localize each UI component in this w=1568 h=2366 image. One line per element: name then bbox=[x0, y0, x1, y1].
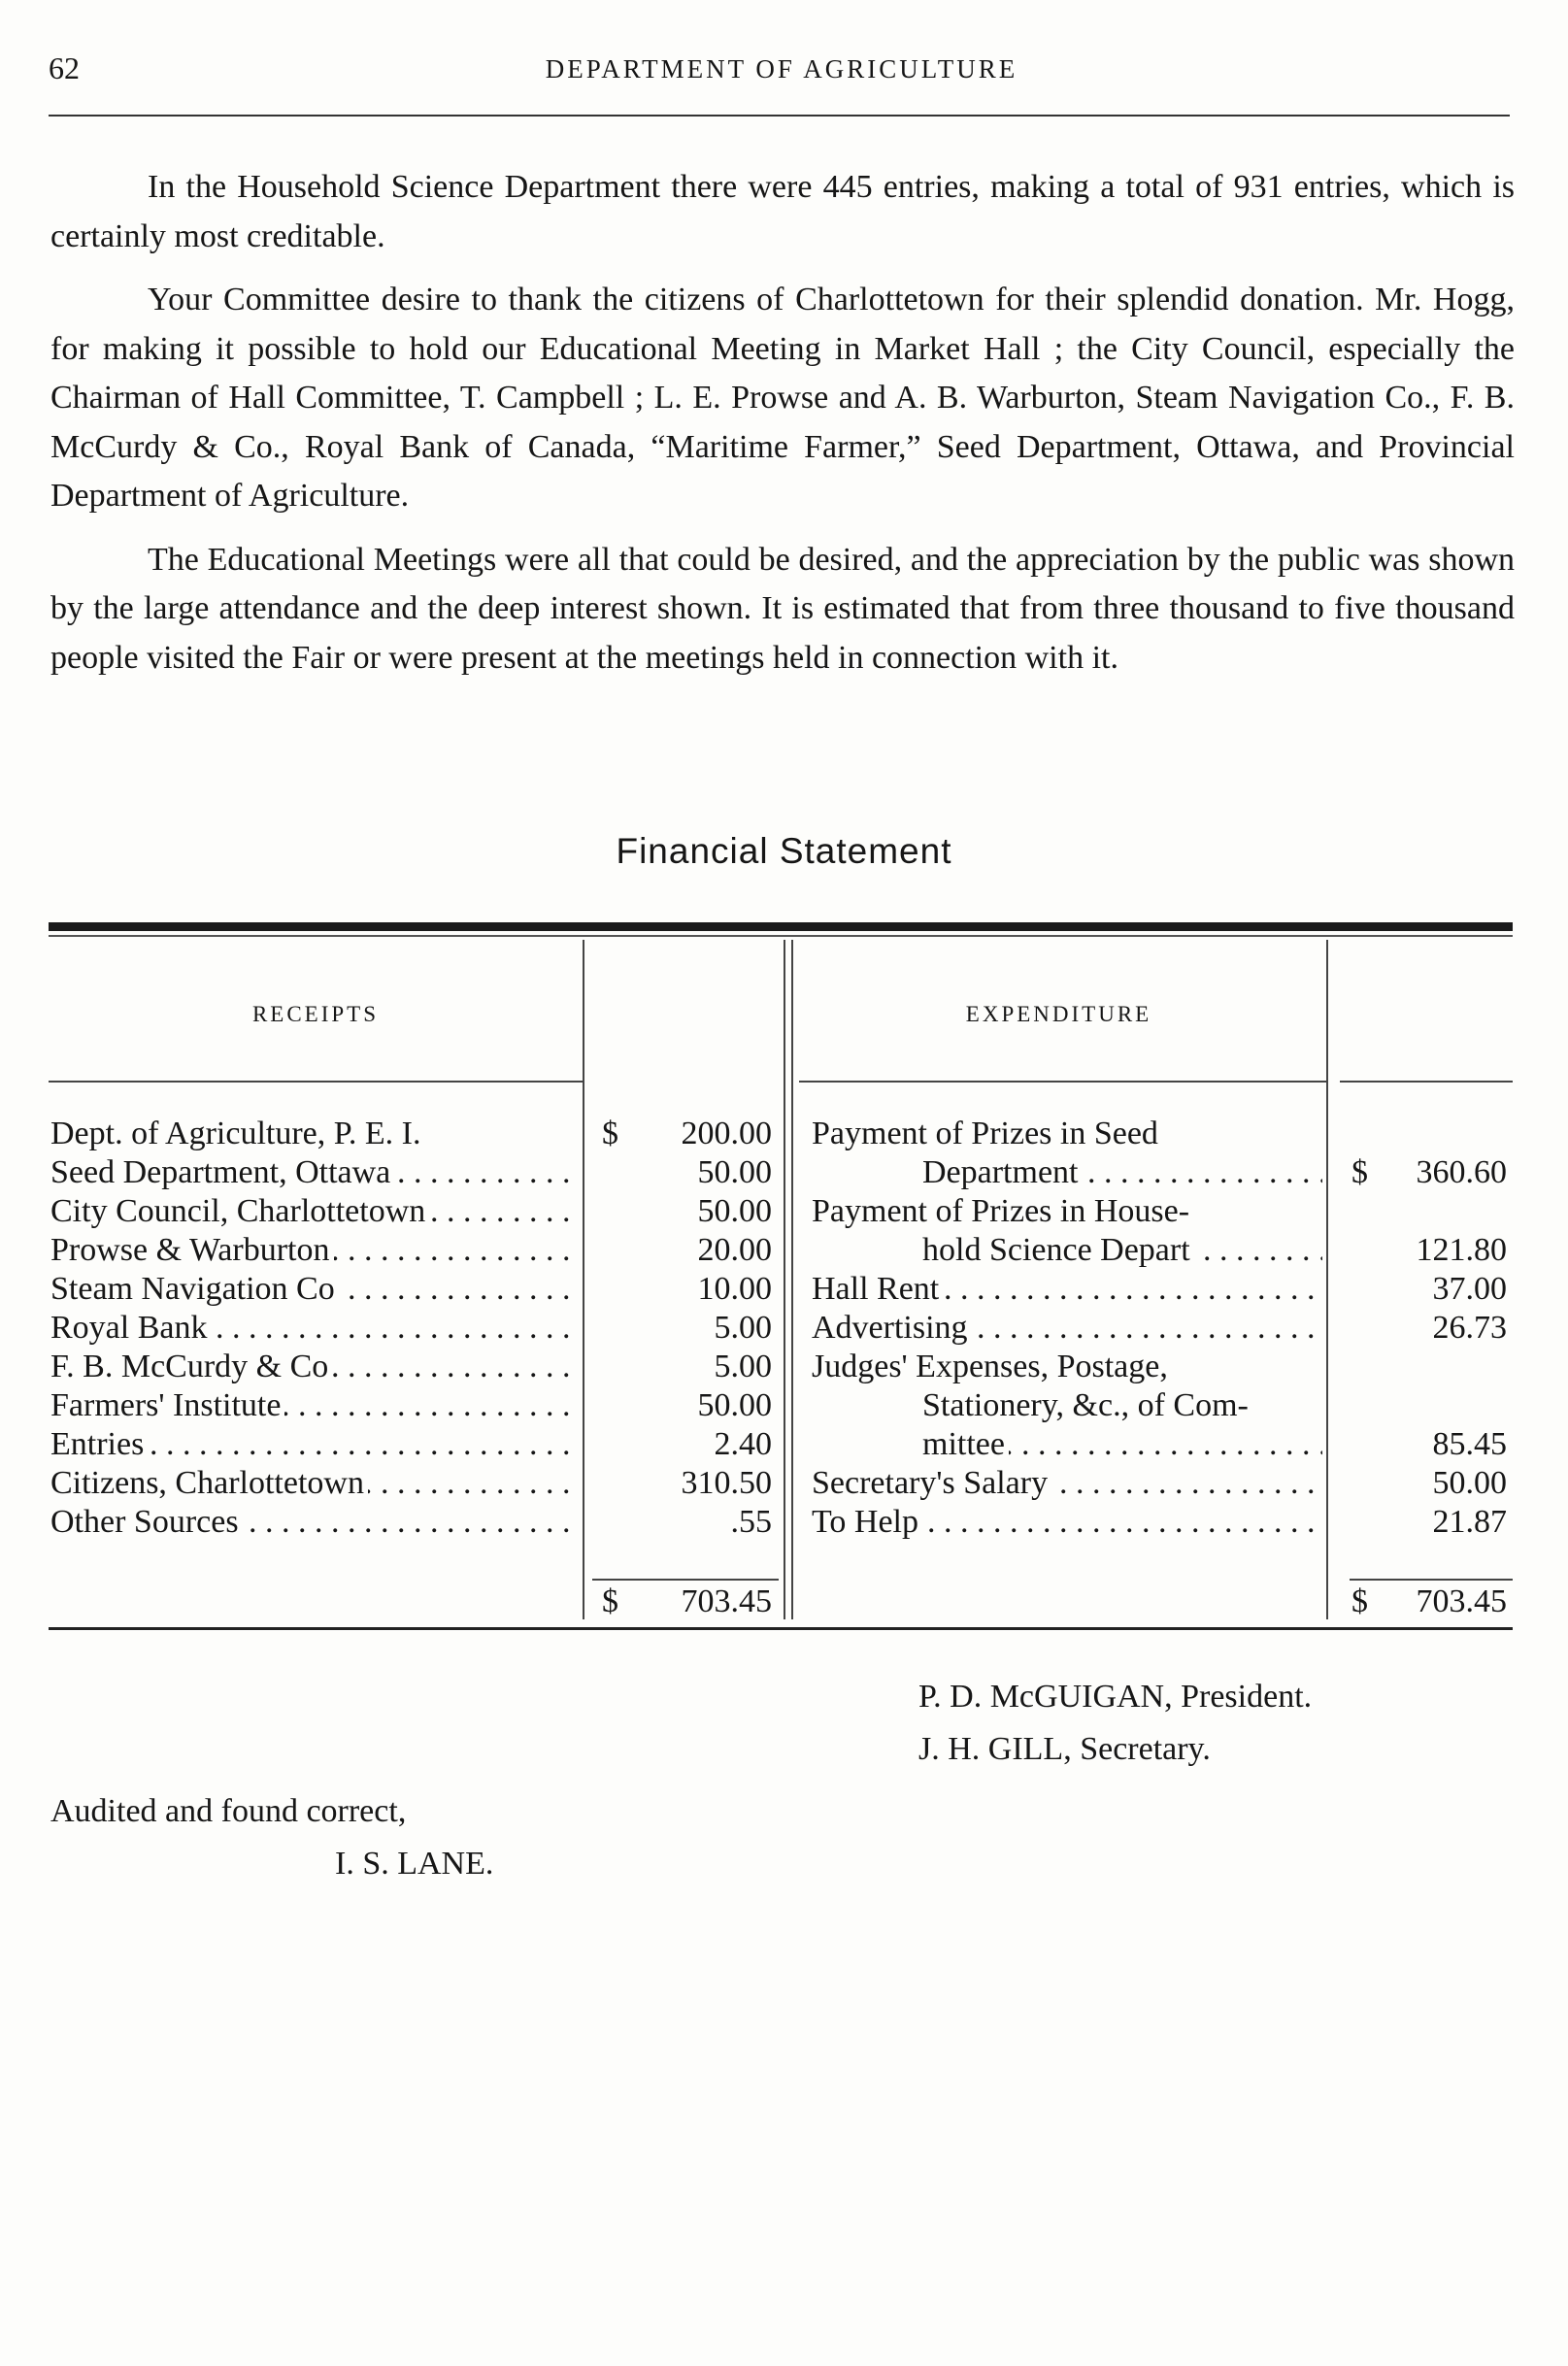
president-signature: P. D. McGUIGAN, President. bbox=[918, 1679, 1313, 1715]
expenditure-total-dollar: $ bbox=[1351, 1583, 1368, 1619]
expenditure-label bbox=[812, 1115, 1322, 1153]
expenditure-label bbox=[812, 1464, 1322, 1503]
expenditure-label bbox=[812, 1192, 1322, 1231]
header-underline bbox=[49, 1081, 583, 1083]
expenditure-dollar-sign: $ bbox=[1351, 1154, 1368, 1190]
expenditure-amount: 26.73 bbox=[1432, 1310, 1507, 1346]
receipt-label bbox=[50, 1386, 573, 1425]
header-underline bbox=[1340, 1081, 1513, 1083]
header-rule bbox=[49, 115, 1510, 117]
expenditure-label-text: mittee bbox=[922, 1426, 1009, 1462]
expenditure-amount: 121.80 bbox=[1416, 1232, 1507, 1268]
receipt-label bbox=[50, 1231, 573, 1270]
financial-statement-title: Financial Statement bbox=[616, 831, 952, 871]
receipts-total: 703.45 bbox=[681, 1583, 772, 1619]
expenditure-label bbox=[812, 1270, 1322, 1309]
receipt-amount: 50.00 bbox=[697, 1193, 772, 1229]
receipt-amount: 2.40 bbox=[714, 1426, 772, 1462]
receipt-label-text: Citizens, Charlottetown bbox=[50, 1465, 368, 1501]
receipt-label-text: Seed Department, Ottawa bbox=[50, 1154, 394, 1190]
auditor-name: I. S. LANE. bbox=[335, 1846, 494, 1882]
expenditure-total: 703.45 bbox=[1416, 1583, 1507, 1619]
expenditure-label bbox=[812, 1503, 1322, 1542]
receipt-amount: 5.00 bbox=[714, 1310, 772, 1346]
total-rule bbox=[592, 1579, 779, 1581]
receipt-amount: 5.00 bbox=[714, 1349, 772, 1384]
receipt-amount: 50.00 bbox=[697, 1387, 772, 1423]
receipt-label bbox=[50, 1309, 573, 1348]
running-head: DEPARTMENT OF AGRICULTURE bbox=[545, 54, 1018, 83]
expenditure-label-text: Judges' Expenses, Postage, bbox=[812, 1349, 1172, 1384]
expenditure-label-text: Payment of Prizes in Seed bbox=[812, 1116, 1162, 1151]
header-underline bbox=[799, 1081, 1326, 1083]
receipt-label bbox=[50, 1270, 573, 1309]
secretary-signature: J. H. GILL, Secretary. bbox=[918, 1731, 1211, 1767]
receipt-label bbox=[50, 1464, 573, 1503]
receipt-label-text: Prowse & Warburton bbox=[50, 1232, 334, 1268]
expenditure-label-text: Advertising bbox=[812, 1310, 972, 1346]
column-divider bbox=[1326, 940, 1328, 1619]
financial-statement-table bbox=[49, 922, 1515, 1641]
expenditure-label bbox=[922, 1231, 1322, 1270]
receipt-label-text: Other Sources bbox=[50, 1504, 243, 1540]
receipt-label bbox=[50, 1153, 573, 1192]
receipt-amount: .55 bbox=[730, 1504, 772, 1540]
audit-note: Audited and found correct, bbox=[50, 1793, 407, 1829]
receipt-amount: 200.00 bbox=[681, 1116, 772, 1151]
expenditure-amount: 37.00 bbox=[1432, 1271, 1507, 1307]
receipt-dollar-sign: $ bbox=[602, 1116, 618, 1151]
expenditure-amount: 21.87 bbox=[1432, 1504, 1507, 1540]
table-top-rule-thin bbox=[49, 935, 1513, 937]
receipt-amount: 20.00 bbox=[697, 1232, 772, 1268]
expenditure-label bbox=[922, 1153, 1322, 1192]
receipt-label bbox=[50, 1503, 573, 1542]
table-bottom-rule bbox=[49, 1627, 1513, 1630]
expenditure-label-text: Payment of Prizes in House- bbox=[812, 1193, 1193, 1229]
page-number: 62 bbox=[49, 50, 80, 85]
expenditure-label-text: Department bbox=[922, 1154, 1083, 1190]
receipts-total-dollar: $ bbox=[602, 1583, 618, 1619]
expenditure-label bbox=[922, 1386, 1322, 1425]
expenditure-label-text: To Help bbox=[812, 1504, 922, 1540]
receipt-label bbox=[50, 1425, 573, 1464]
receipt-label bbox=[50, 1348, 573, 1386]
receipt-label-text: Farmers' Institute bbox=[50, 1387, 284, 1423]
receipt-amount: 50.00 bbox=[697, 1154, 772, 1190]
expenditure-amount: 85.45 bbox=[1432, 1426, 1507, 1462]
body-text bbox=[50, 163, 1515, 697]
expenditure-label bbox=[812, 1309, 1322, 1348]
receipt-label-text: Entries bbox=[50, 1426, 148, 1462]
receipt-label-text: Royal Bank bbox=[50, 1310, 211, 1346]
receipts-header: RECEIPTS bbox=[251, 1002, 380, 1026]
total-rule bbox=[1350, 1579, 1513, 1581]
expenditure-header: EXPENDITURE bbox=[965, 1002, 1152, 1026]
receipt-label bbox=[50, 1192, 573, 1231]
expenditure-label bbox=[812, 1348, 1322, 1386]
paragraph: The Educational Meetings were all that could be desired, and the appreciation by the public was shown by the large attendance and the deep interest shown. It is estimated that from three thousand to five thousand people visited the Fair or were present at the meetings held in connection with it. bbox=[50, 541, 1515, 676]
column-divider bbox=[784, 940, 785, 1619]
column-divider bbox=[791, 940, 793, 1619]
page-header bbox=[49, 50, 1515, 89]
expenditure-label-text: hold Science Depart bbox=[922, 1232, 1194, 1268]
receipt-amount: 310.50 bbox=[681, 1465, 772, 1501]
receipt-label bbox=[50, 1115, 573, 1153]
expenditure-label bbox=[922, 1425, 1322, 1464]
paragraph: In the Household Science Department there were 445 entries, making a total of 931 entries, which is certainly most creditable. bbox=[50, 169, 1515, 254]
receipt-amount: 10.00 bbox=[697, 1271, 772, 1307]
expenditure-label-text: Hall Rent bbox=[812, 1271, 943, 1307]
receipt-label-text: City Council, Charlottetown bbox=[50, 1193, 429, 1229]
table-top-rule bbox=[49, 922, 1513, 931]
receipt-label-text: F. B. McCurdy & Co bbox=[50, 1349, 332, 1384]
paragraph: Your Committee desire to thank the citizens of Charlottetown for their splendid donation. Mr. Hogg, for making it possible to hold our Educational Meeting in Market Hall ; the City Council, especially the Chairman of Hall Committee, T. Campbell ; L. E. Prowse and A. B. Warburton, Steam Navigation Co., F. B. McCurdy & Co., Royal Bank of Canada, “Maritime Farmer,” Seed Department, Ottawa, and Provincial Department of Agriculture. bbox=[50, 282, 1515, 514]
receipt-label-text: Steam Navigation Co bbox=[50, 1271, 339, 1307]
expenditure-amount: 360.60 bbox=[1416, 1154, 1507, 1190]
column-divider bbox=[583, 940, 584, 1619]
expenditure-label-text: Secretary's Salary bbox=[812, 1465, 1051, 1501]
expenditure-amount: 50.00 bbox=[1432, 1465, 1507, 1501]
receipt-label-text: Dept. of Agriculture, P. E. I. bbox=[50, 1116, 425, 1151]
expenditure-label-text: Stationery, &c., of Com- bbox=[922, 1387, 1252, 1423]
